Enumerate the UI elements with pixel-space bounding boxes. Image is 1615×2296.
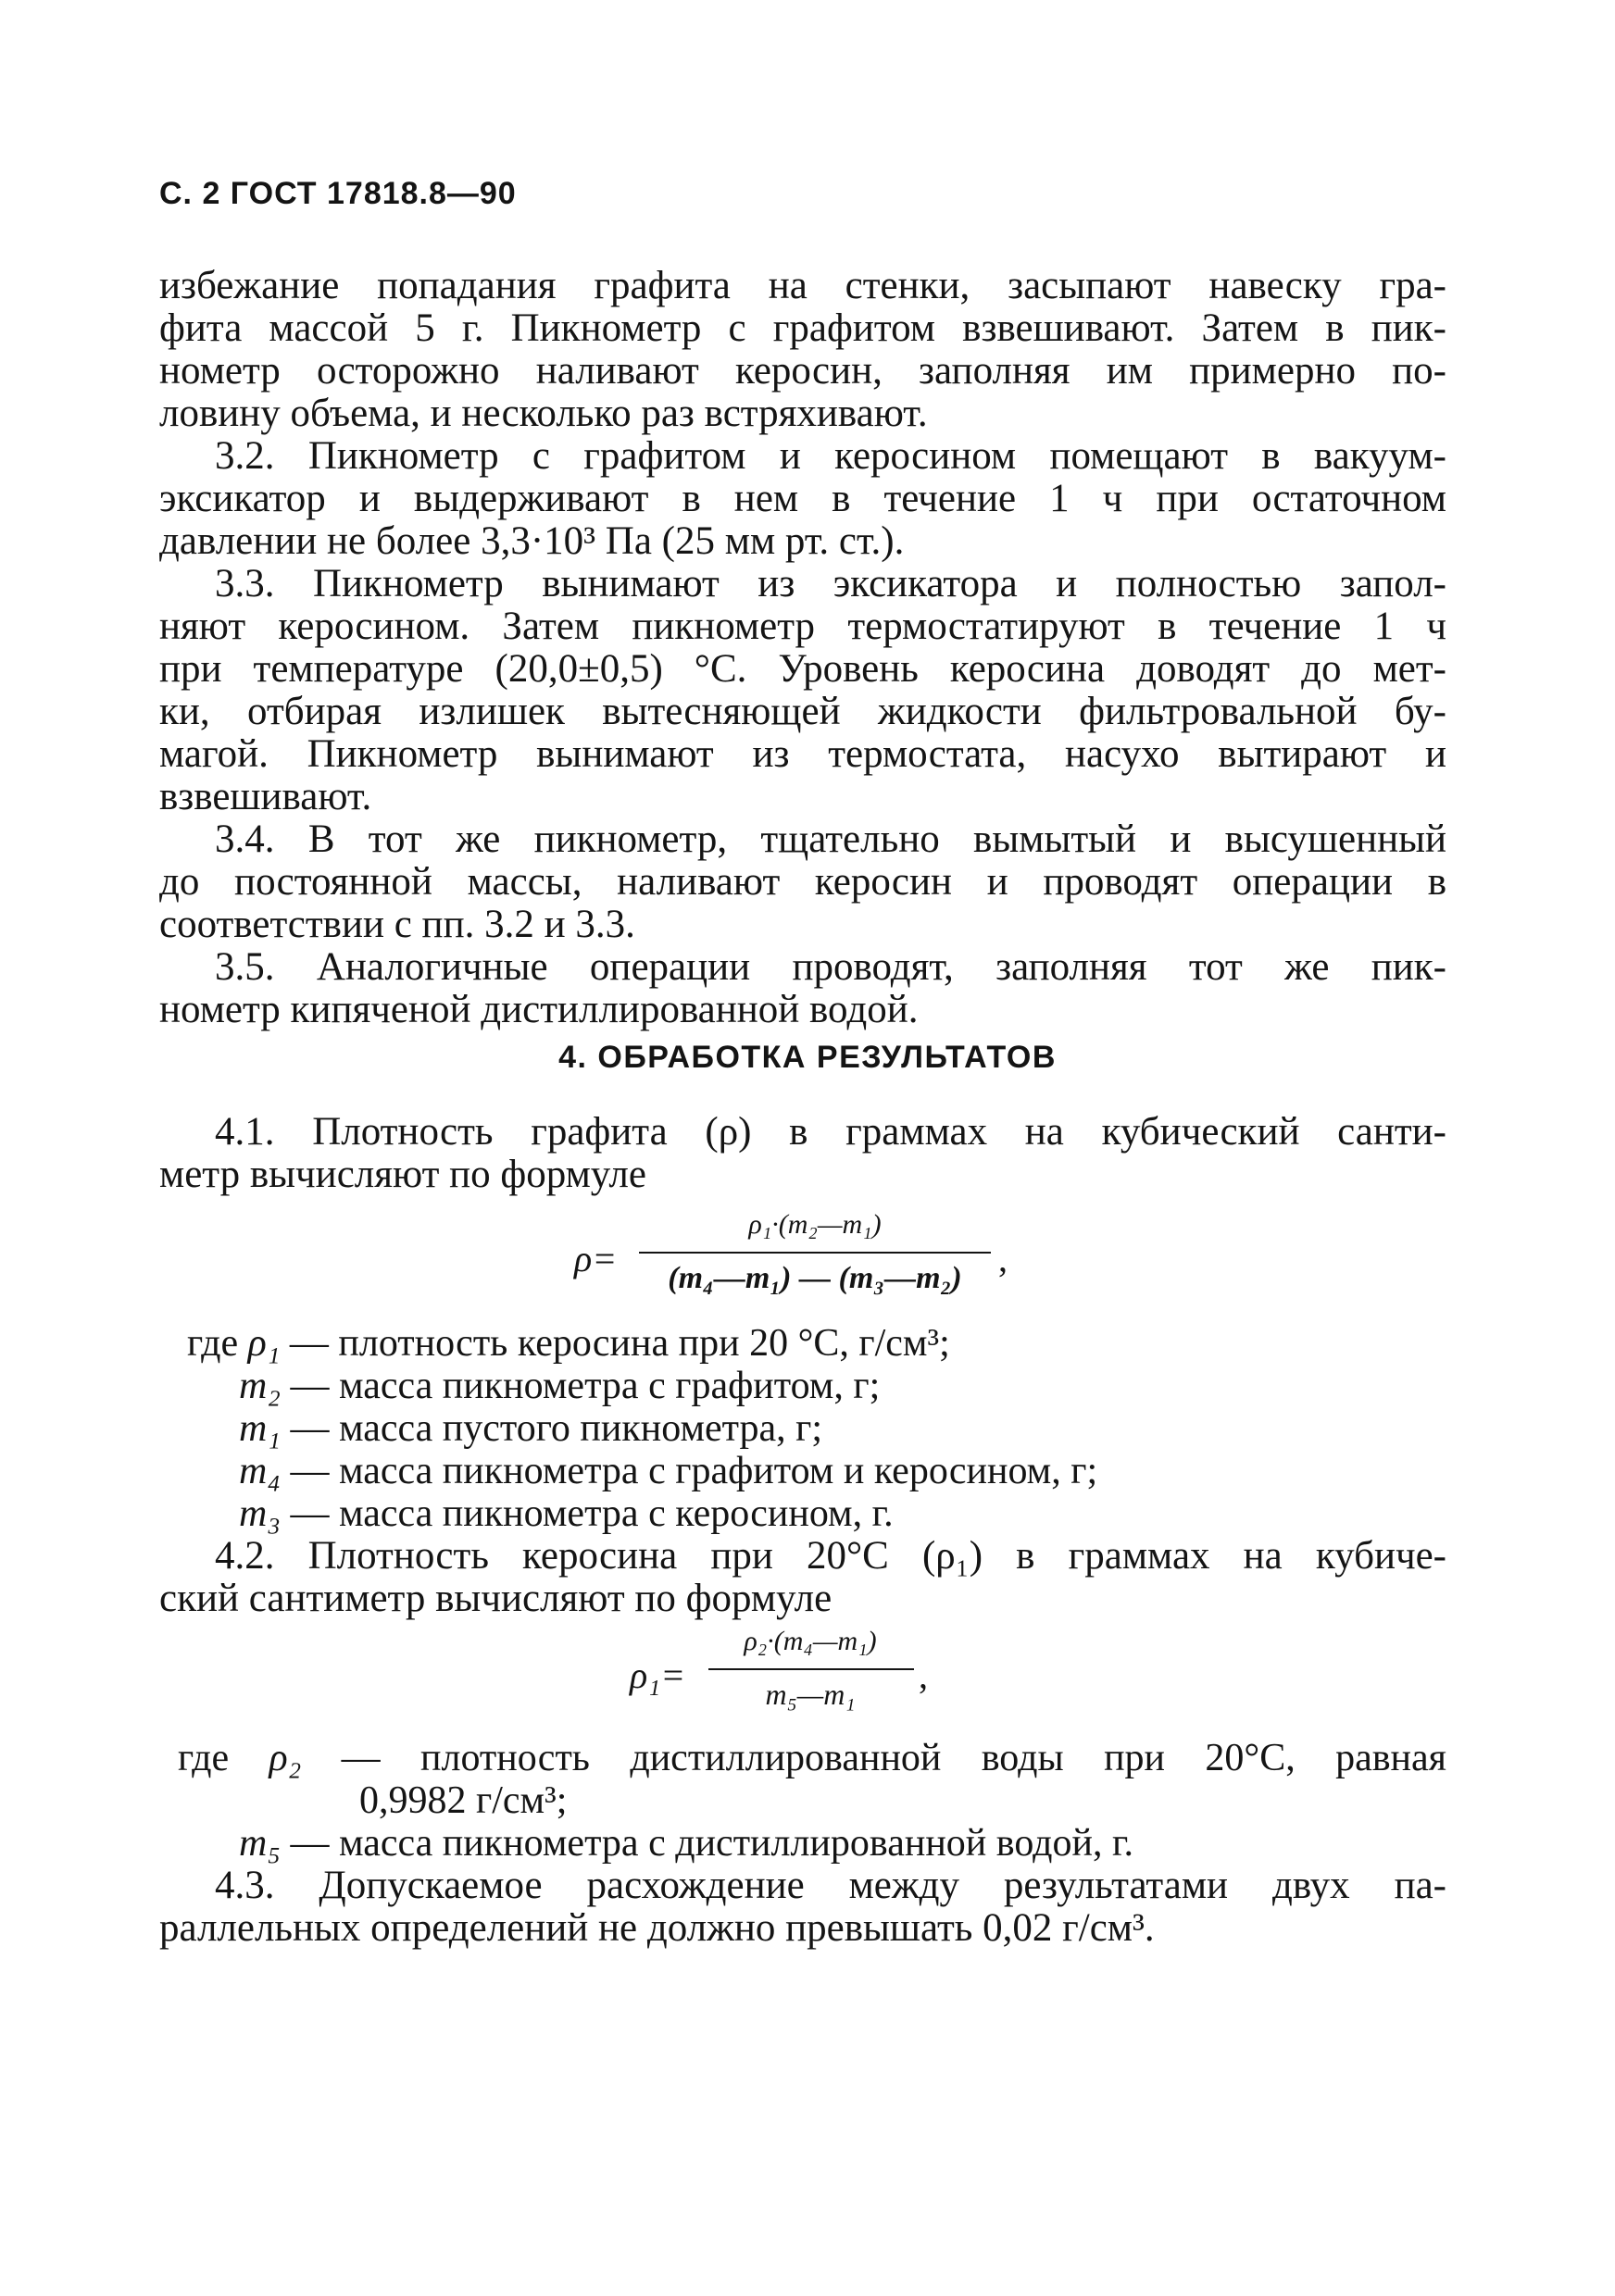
symbol: m₅: [239, 1822, 281, 1865]
definition-row: m₅ — масса пикнометра с дистиллированной водой, г.: [239, 1822, 1133, 1865]
formula-denominator: m₅—m₁: [765, 1678, 856, 1711]
fraction-bar: [708, 1668, 914, 1670]
clause-3-3-line: ки, отбирая излишек вытесняющей жидкости фильтровальной бу-: [159, 690, 1446, 733]
clause-3-3-line: магой. Пикнометр вынимают из термостата, насухо вытирают и: [159, 732, 1446, 776]
clause-3-2-line: давлении не более 3,3·10³ Па (25 мм рт. ст.).: [159, 519, 905, 563]
formula-denominator: (m₄—m₁) — (m₃—m₂): [668, 1261, 962, 1295]
symbol: ρ₂: [269, 1737, 302, 1779]
definition-row: m₁ — масса пустого пикнометра, г;: [239, 1407, 823, 1450]
text-line: ловину объема, и несколько раз встряхивают.: [159, 392, 928, 435]
clause-4-1-line: метр вычисляют по формуле: [159, 1153, 646, 1196]
clause-3-2-line: эксикатор и выдерживают в нем в течение 1 ч при остаточном: [159, 477, 1446, 520]
page-header: С. 2 ГОСТ 17818.8—90: [159, 176, 517, 211]
text-line: нометр осторожно наливают керосин, заполняя им примерно по-: [159, 349, 1446, 393]
definition-row: m₄ — масса пикнометра с графитом и керосином, г;: [239, 1450, 1098, 1492]
clause-3-4-line: 3.4. В тот же пикнометр, тщательно вымытый и высушенный: [215, 817, 1446, 861]
fraction-bar: [639, 1252, 991, 1254]
formula-numerator: ρ₁·(m₂—m₁): [748, 1209, 882, 1240]
formula-comma: ,: [998, 1238, 1008, 1279]
clause-4-3-line: раллельных определений не должно превышать 0,02 г/см³.: [159, 1906, 1155, 1950]
clause-3-3-line: при температуре (20,0±0,5) °С. Уровень керосина доводят до мет-: [159, 647, 1446, 691]
clause-4-2-line: 4.2. Плотность керосина при 20°С (ρ₁) в граммах на кубиче-: [215, 1534, 1446, 1578]
clause-3-3-line: няют керосином. Затем пикнометр термостатируют в течение 1 ч: [159, 605, 1446, 648]
clause-3-4-line: соответствии с пп. 3.2 и 3.3.: [159, 903, 635, 946]
definition-row: где ρ₁ — плотность керосина при 20 °С, г/см³;: [187, 1322, 950, 1365]
formula-lhs: ρ=: [574, 1238, 618, 1279]
text-line: избежание попадания графита на стенки, засыпают навеску гра-: [159, 264, 1446, 307]
clause-3-2-line: 3.2. Пикнометр с графитом и керосином помещают в вакуум-: [215, 434, 1446, 478]
clause-3-4-line: до постоянной массы, наливают керосин и проводят операции в: [159, 860, 1446, 904]
text-line: фита массой 5 г. Пикнометр с графитом взвешивают. Затем в пик-: [159, 306, 1446, 350]
definition-row: m₃ — масса пикнометра с керосином, г.: [239, 1492, 894, 1535]
formula-lhs: ρ₁=: [630, 1654, 686, 1696]
formula-numerator: ρ₂·(m₄—m₁): [744, 1626, 877, 1656]
formula-comma: ,: [919, 1654, 928, 1696]
clause-4-1-line: 4.1. Плотность графита (ρ) в граммах на кубический санти-: [215, 1110, 1446, 1154]
section-title: 4. ОБРАБОТКА РЕЗУЛЬТАТОВ: [558, 1040, 1057, 1075]
symbol: m₁: [239, 1407, 281, 1450]
definition-row: m₂ — масса пикнометра с графитом, г;: [239, 1365, 881, 1407]
clause-4-2-line: ский сантиметр вычисляют по формуле: [159, 1577, 833, 1620]
symbol: ρ₁: [247, 1322, 281, 1365]
clause-3-5-line: 3.5. Аналогичные операции проводят, заполняя тот же пик-: [215, 945, 1446, 989]
definition-row: где ρ₂ — плотность дистиллированной воды при 20°С, равная: [178, 1737, 1446, 1779]
symbol: m₄: [239, 1450, 281, 1492]
clause-4-3-line: 4.3. Допускаемое расхождение между результатами двух па-: [215, 1864, 1446, 1907]
symbol: m₂: [239, 1365, 281, 1407]
definition-row: 0,9982 г/см³;: [359, 1779, 568, 1822]
symbol: m₃: [239, 1492, 281, 1535]
clause-3-3-line: взвешивают.: [159, 775, 372, 818]
clause-3-3-line: 3.3. Пикнометр вынимают из эксикатора и полностью запол-: [215, 562, 1446, 605]
clause-3-5-line: нометр кипяченой дистиллированной водой.: [159, 988, 919, 1031]
